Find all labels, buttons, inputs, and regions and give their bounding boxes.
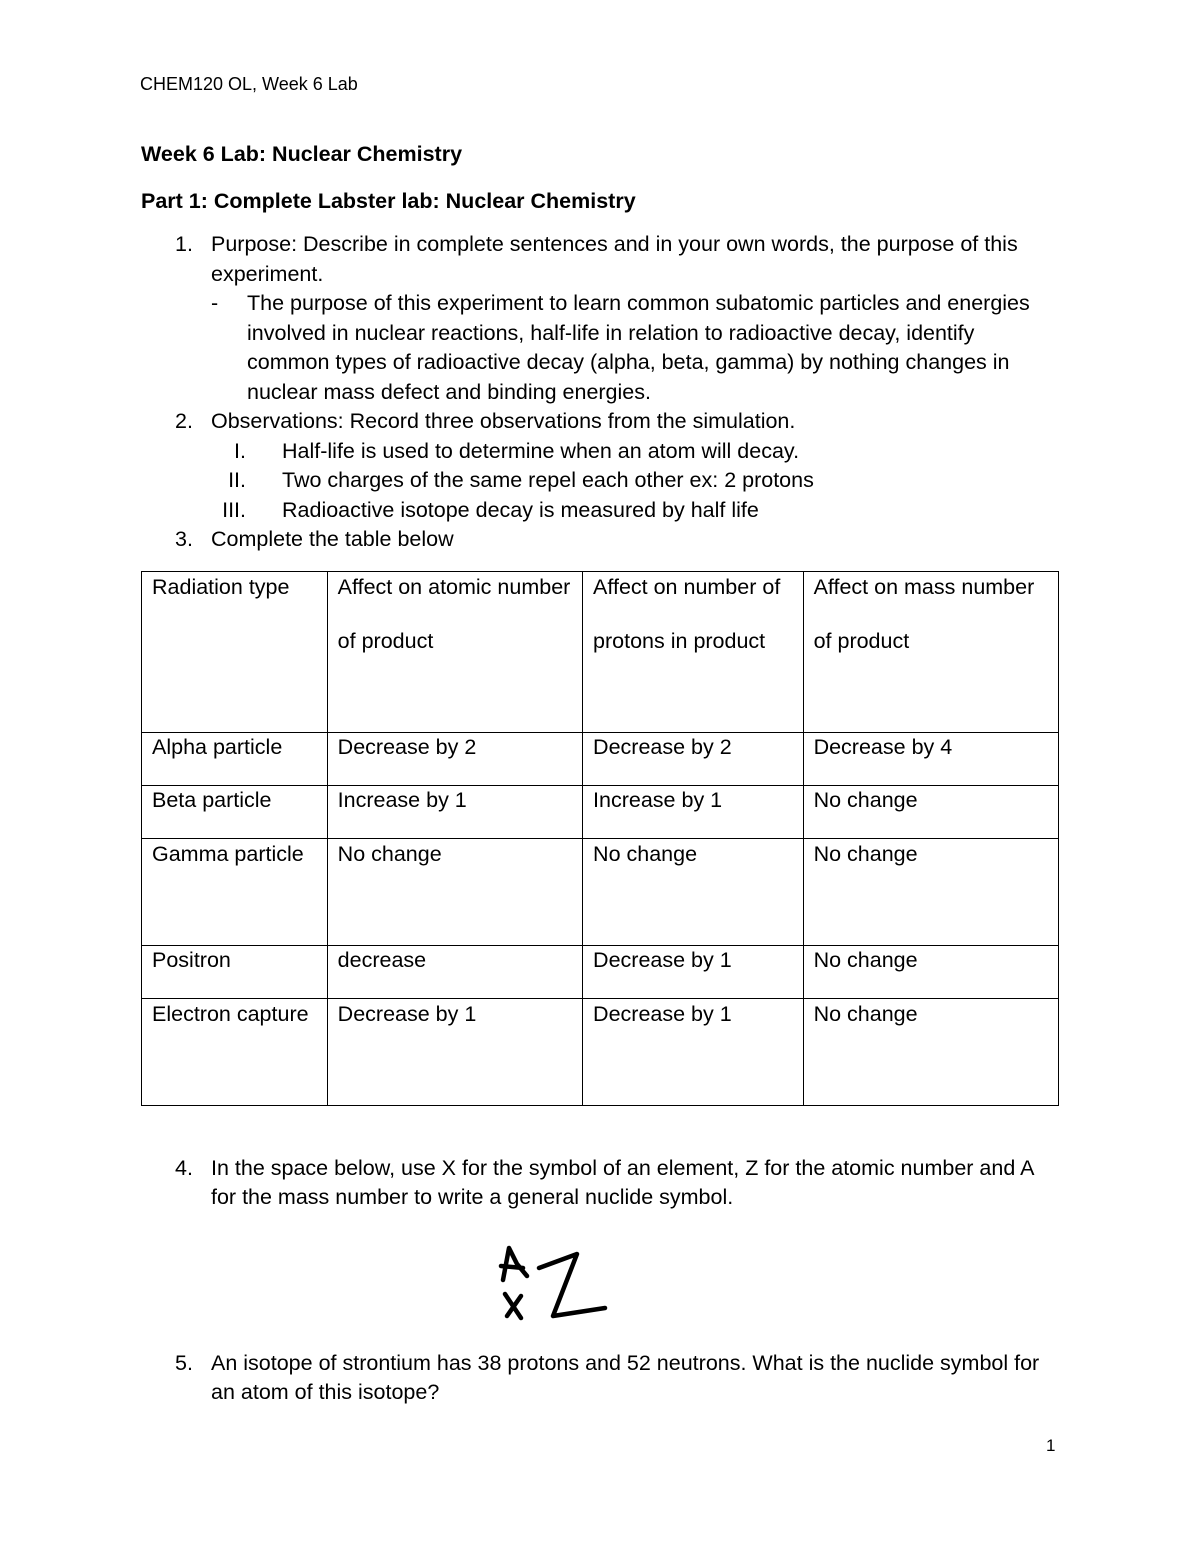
question-5 (141, 1349, 1061, 1408)
question-2 (141, 407, 1061, 437)
roman-numeral: III. (222, 497, 246, 522)
question-number: 3. (175, 527, 193, 551)
table-cell: No change (327, 838, 582, 945)
table-cell: Electron capture (142, 998, 328, 1105)
table-cell: Decrease by 2 (583, 732, 804, 785)
document-title: Week 6 Lab: Nuclear Chemistry (141, 142, 463, 166)
table-cell: Positron (142, 945, 328, 998)
table-header-row (142, 571, 1059, 732)
question-number: 1. (175, 232, 193, 256)
page-number: 1 (1046, 1436, 1056, 1455)
table-header-cell: Affect on number of protons in product (583, 571, 804, 732)
table-cell: No change (803, 945, 1058, 998)
question-number: 4. (175, 1155, 193, 1180)
dash-bullet: - (211, 291, 219, 315)
table-cell: Decrease by 1 (327, 998, 582, 1105)
radiation-table (141, 571, 1059, 1106)
observation-text: Half-life is used to determine when an atom will decay. (282, 438, 800, 463)
question-text: An isotope of strontium has 38 protons and 52 neutrons. What is the nuclide symbol for an atom of this isotope? (211, 1350, 1040, 1404)
running-header: CHEM120 OL, Week 6 Lab (140, 74, 358, 94)
observation-text: Radioactive isotope decay is measured by half life (282, 497, 759, 522)
observation-item (141, 466, 1061, 496)
question-3 (141, 525, 1061, 555)
table-cell: No change (803, 785, 1058, 838)
table-cell: Decrease by 1 (583, 998, 804, 1105)
roman-numeral: II. (228, 468, 246, 492)
purpose-answer (141, 289, 1061, 407)
table-row (142, 998, 1059, 1105)
handwritten-nuclide-symbol (497, 1242, 612, 1322)
table-cell: No change (583, 838, 804, 945)
table-cell: No change (803, 998, 1058, 1105)
table-header-cell: Affect on atomic number of product (327, 571, 582, 732)
document-body (141, 140, 1061, 1408)
table-header-cell: Affect on mass number of product (803, 571, 1058, 732)
question-text: In the space below, use X for the symbol of an element, Z for the atomic number and A for the mass number to write a general nuclide symbol. (211, 1155, 1034, 1209)
observation-text: Two charges of the same repel each other ex: 2 protons (282, 468, 814, 492)
observation-item (141, 437, 1061, 467)
table-cell: Decrease by 2 (327, 732, 582, 785)
table-header-cell: Radiation type (142, 571, 328, 732)
table-row (142, 838, 1059, 945)
table-cell: Beta particle (142, 785, 328, 838)
question-number: 5. (175, 1350, 193, 1375)
table-cell: decrease (327, 945, 582, 998)
question-1 (141, 230, 1061, 289)
table-cell: Decrease by 1 (583, 945, 804, 998)
table-cell: Increase by 1 (583, 785, 804, 838)
table-cell: Alpha particle (142, 732, 328, 785)
table-cell: Decrease by 4 (803, 732, 1058, 785)
observation-item (141, 496, 1061, 526)
table-cell: Increase by 1 (327, 785, 582, 838)
question-text: Purpose: Describe in complete sentences and in your own words, the purpose of this experiment. (211, 232, 1018, 286)
question-number: 2. (175, 409, 193, 433)
part-heading: Part 1: Complete Labster lab: Nuclear Chemistry (141, 188, 636, 213)
table-cell: No change (803, 838, 1058, 945)
question-text: Complete the table below (211, 527, 454, 551)
question-text: Observations: Record three observations from the simulation. (211, 409, 796, 433)
roman-numeral: I. (234, 438, 246, 463)
question-4 (141, 1154, 1061, 1213)
answer-text: The purpose of this experiment to learn common subatomic particles and energies involved in nuclear reactions, half-life in relation to radioactive decay, identify common types of radioactive decay (alpha, beta, gamma) by nothing changes in nuclear mass defect and binding energies. (247, 291, 1030, 404)
table-cell: Gamma particle (142, 838, 328, 945)
